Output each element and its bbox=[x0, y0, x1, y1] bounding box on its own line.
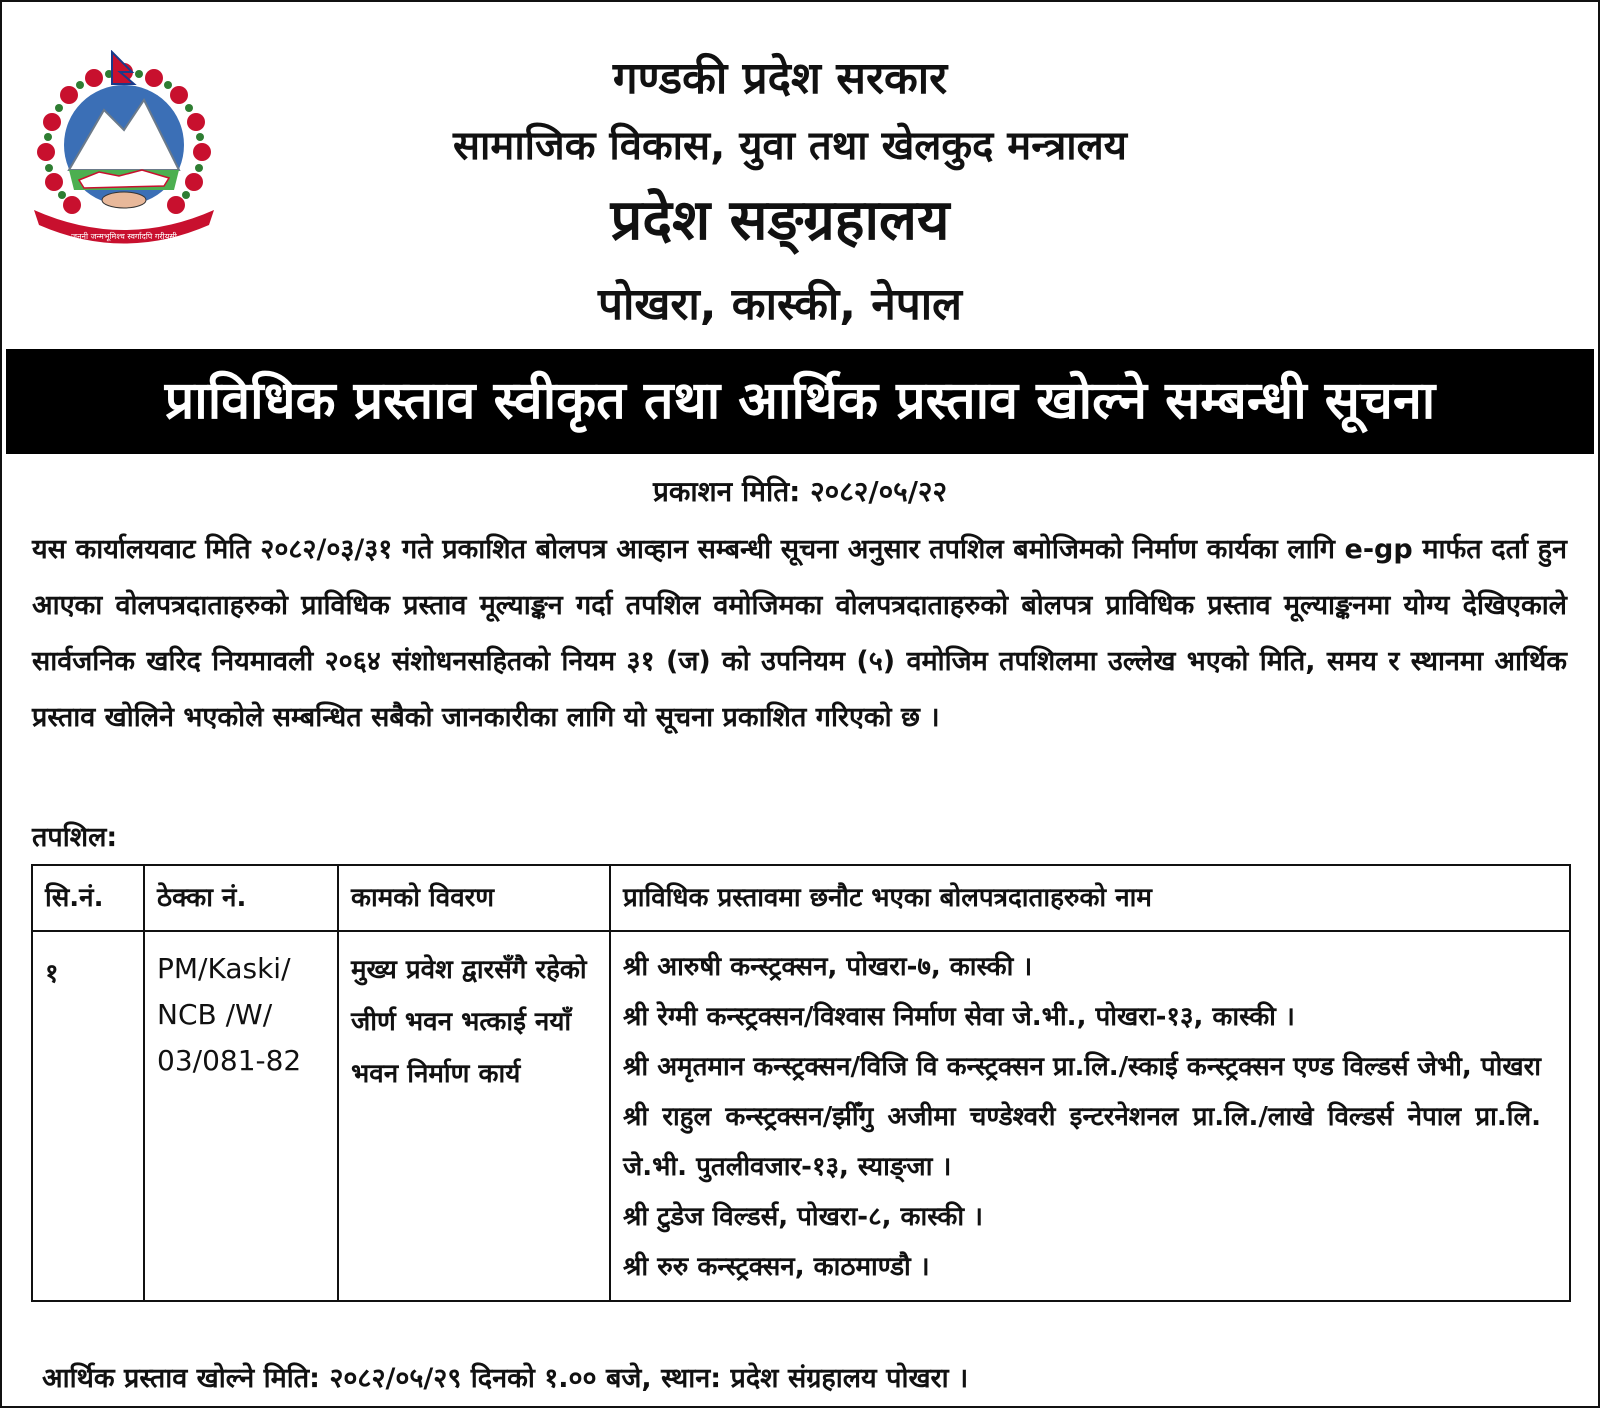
government-name: गण्डकी प्रदेश सरकार bbox=[612, 53, 948, 104]
row-work-description: मुख्य प्रवेश द्वारसँगै रहेको जीर्ण भवन भत्काई नयाँ भवन निर्माण कार्य bbox=[338, 931, 610, 1301]
header-work-description: कामको विवरण bbox=[338, 865, 610, 931]
bidder-item: श्री अमृतमान कन्स्ट्रक्सन/विजि वि कन्स्ट्रक्सन प्रा.लि./स्काई कन्स्ट्रक्सन एण्ड विल्डर्स जेभी, पोखरा bbox=[623, 1052, 1541, 1082]
header-contract-no: ठेक्का नं. bbox=[144, 865, 338, 931]
table-header-row bbox=[32, 865, 1570, 931]
header-sn: सि.नं. bbox=[32, 865, 144, 931]
financial-opening-info: आर्थिक प्रस्ताव खोल्ने मिति: २०८२/०५/२९ दिनको १.०० बजे, स्थान: प्रदेश संग्रहालय पोखरा । bbox=[42, 1363, 969, 1394]
bidder-item: श्री रुरु कन्स्ट्रक्सन, काठमाण्डौ । bbox=[623, 1252, 930, 1282]
row-contract-no: PM/Kaski/ NCB /W/ 03/081-82 bbox=[144, 931, 338, 1301]
bidder-item: श्री टुडेज विल्डर्स, पोखरा-८, कास्की । bbox=[623, 1202, 983, 1232]
office-address: पोखरा, कास्की, नेपाल bbox=[598, 279, 962, 330]
ministry-name: सामाजिक विकास, युवा तथा खेलकुद मन्त्रालय bbox=[453, 123, 1127, 169]
details-label: तपशिल: bbox=[32, 822, 118, 853]
table-row bbox=[32, 931, 1570, 1301]
notice-body: यस कार्यालयवाट मिति २०८२/०३/३१ गते प्रकाशित बोलपत्र आव्हान सम्बन्धी सूचना अनुसार तपशिल बमोजिमको निर्माण कार्यका लागि e-gp मार्फत दर्ता हुन आएका वोलपत्रदाताहरुको प्राविधिक प्रस्ताव मूल्याङ्कन गर्दा तपशिल वमोजिमका वोलपत्रदाताहरुको बोलपत्र प्राविधिक प्रस्ताव मूल्याङ्कनमा योग्य देखिएकाले सार्वजनिक खरिद नियमावली २०६४ संशोधनसहितको नियम ३१ (ज) को उपनियम (५) वमोजिम तपशिलमा उल्लेख भएको मिति, समय र स्थानमा आर्थिक प्रस्ताव खोलिने भएकोले सम्बन्धित सबैको जानकारीका लागि यो सूचना प्रकाशित गरिएको छ । bbox=[32, 534, 1567, 733]
publication-date: प्रकाशन मिति: २०८२/०५/२२ bbox=[652, 475, 948, 508]
bidder-item: श्री आरुषी कन्स्ट्रक्सन, पोखरा-७, कास्की । bbox=[623, 952, 1033, 982]
office-name: प्रदेश सङ्ग्रहालय bbox=[610, 188, 950, 253]
bidder-item: श्री रेग्मी कन्स्ट्रक्सन/विश्वास निर्माण सेवा जे.भी., पोखरा-१३, कास्की । bbox=[623, 1002, 1295, 1032]
bidders-table bbox=[31, 864, 1571, 1302]
notice-title-banner bbox=[6, 349, 1594, 454]
bidder-item: श्री राहुल कन्स्ट्रक्सन/झीँगु अजीमा चण्डेश्वरी इन्टरनेशनल प्रा.लि./लाखे विल्डर्स नेपाल प्रा.लि. जे.भी. पुतलीवजार-१३, स्याङ्जा । bbox=[623, 1102, 1541, 1182]
row-bidders bbox=[610, 931, 1570, 1301]
header-bidders: प्राविधिक प्रस्तावमा छनौट भएका बोलपत्रदाताहरुको नाम bbox=[610, 865, 1570, 931]
row-sn: १ bbox=[32, 931, 144, 1301]
notice-title: प्राविधिक प्रस्ताव स्वीकृत तथा आर्थिक प्रस्ताव खोल्ने सम्बन्धी सूचना bbox=[164, 371, 1436, 431]
svg-text:जननी जन्मभूमिश्च स्वर्गादपि गर: जननी जन्मभूमिश्च स्वर्गादपि गरीयसी bbox=[71, 232, 177, 241]
